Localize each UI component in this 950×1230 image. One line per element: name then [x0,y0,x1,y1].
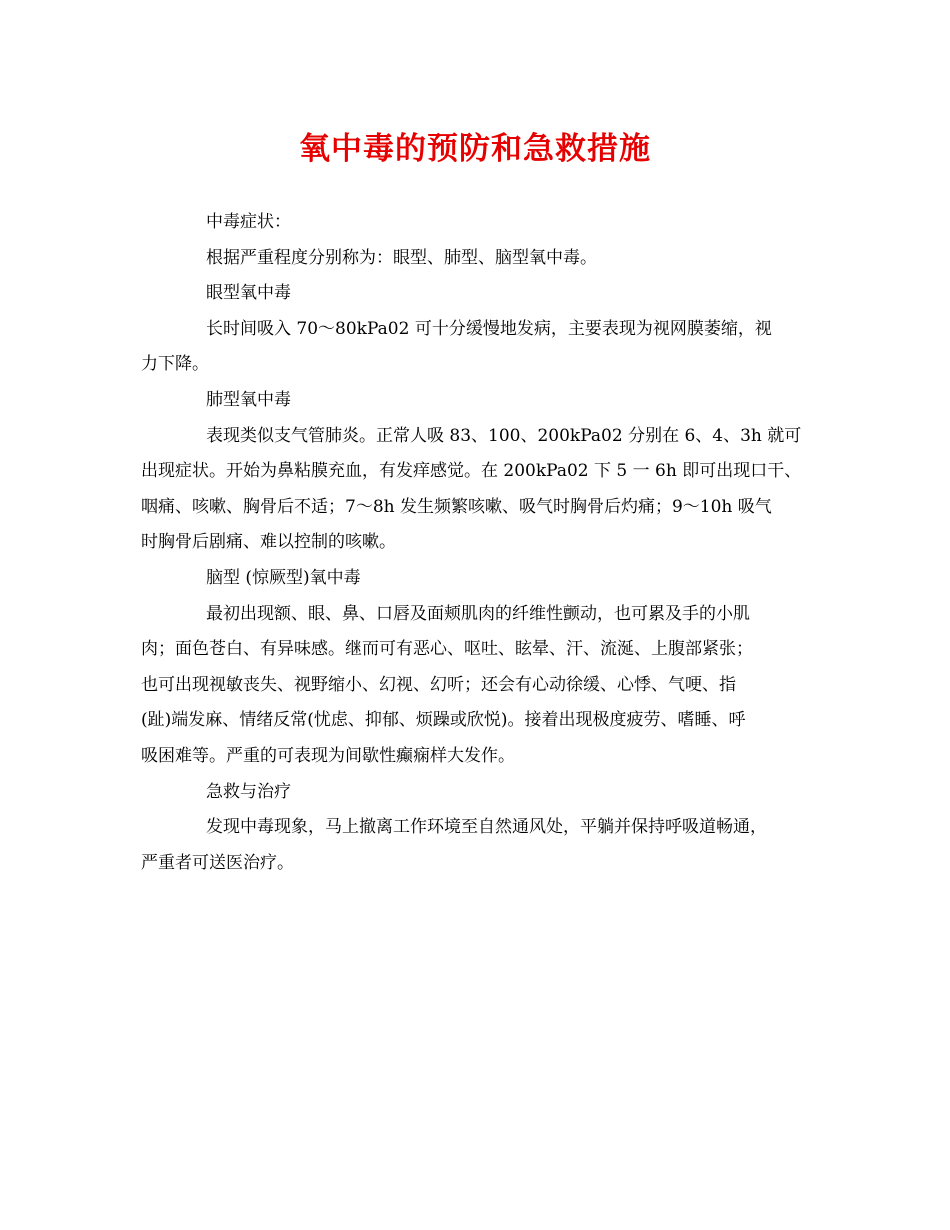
paragraph [141,419,813,561]
paragraph [141,241,813,277]
document-body [141,205,813,881]
paragraph-line: 表现类似支气管肺炎。正常人吸 83、100、200kPa02 分别在 6、4、3h 就可 [206,425,802,446]
paragraph-line: 也可出现视敏丧失、视野缩小、幻视、幻听；还会有心动徐缓、心悸、气哽、指 [141,674,736,695]
paragraph [141,561,813,597]
paragraph [141,312,813,383]
paragraph-line: 力下降。 [141,354,209,375]
paragraph-line: 急救与治疗 [206,781,291,802]
page-title: 氧中毒的预防和急救措施 [299,131,651,167]
paragraph-line: 咽痛、咳嗽、胸骨后不适；7～8h 发生频繁咳嗽、吸气时胸骨后灼痛；9～10h 吸气 [141,496,772,517]
paragraph-line: 吸困难等。严重的可表现为间歇性癫痫样大发作。 [141,745,515,766]
paragraph-line: 时胸骨后剧痛、难以控制的咳嗽。 [141,532,396,553]
paragraph-line: 脑型 (惊厥型)氧中毒 [206,567,361,588]
paragraph-line: 发现中毒现象，马上撤离工作环境至自然通风处，平躺并保持呼吸道畅通， [206,817,767,838]
paragraph-line: 眼型氧中毒 [206,283,291,304]
paragraph-line: 根据严重程度分别称为：眼型、肺型、脑型氧中毒。 [206,247,597,268]
paragraph-line: 中毒症状： [206,212,291,232]
paragraph [141,810,813,881]
paragraph-line: 肺型氧中毒 [206,389,291,410]
paragraph-line: 肉；面色苍白、有异味感。继而可有恶心、呕吐、眩晕、汗、流涎、上腹部紧张； [141,639,753,660]
paragraph [141,775,813,811]
paragraph [141,205,813,241]
paragraph-line: 长时间吸入 70～80kPa02 可十分缓慢地发病，主要表现为视网膜萎缩，视 [206,318,772,339]
paragraph-line: (趾)端发麻、情绪反常(忧虑、抑郁、烦躁或欣悦)。接着出现极度疲劳、嗜睡、呼 [141,710,746,731]
paragraph [141,383,813,419]
paragraph-line: 最初出现额、眼、鼻、口唇及面颊肌肉的纤维性颤动，也可累及手的小肌 [206,603,750,624]
paragraph [141,276,813,312]
paragraph [141,597,813,775]
paragraph-line: 出现症状。开始为鼻粘膜充血，有发痒感觉。在 200kPa02 下 5 一 6h 即可出现口干、 [141,461,802,482]
paragraph-line: 严重者可送医治疗。 [141,852,294,873]
